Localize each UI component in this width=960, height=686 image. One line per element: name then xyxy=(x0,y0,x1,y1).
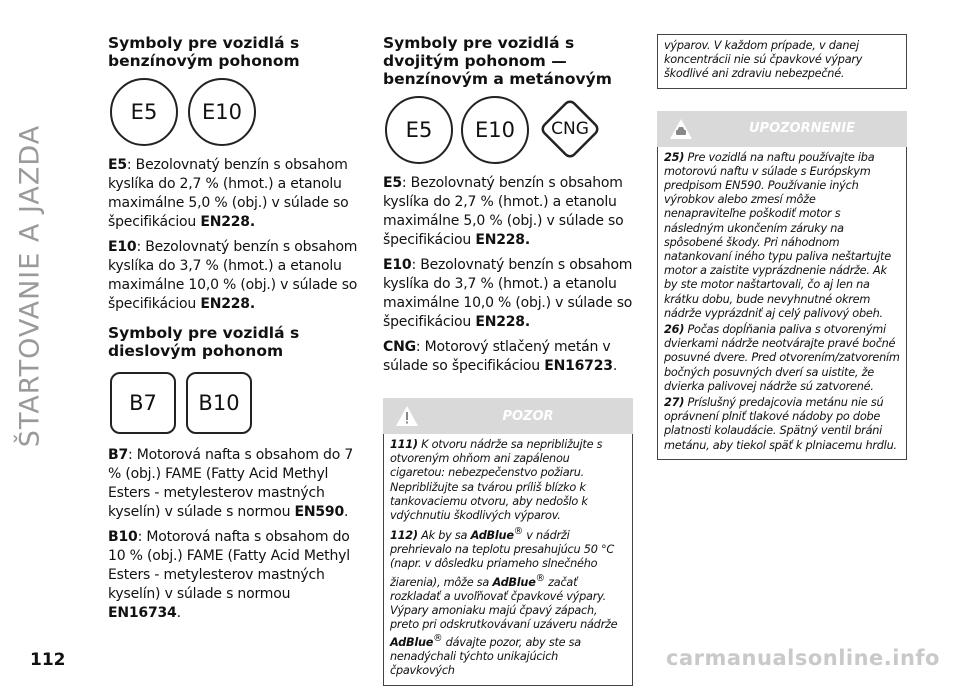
e5-description: E5: Bezolovnatý benzín s obsahom kyslíka do 2,7 % (hmot.) a etanolu maximálne 5,0 % (obj.) v súlade so špecifikáciou EN228. xyxy=(383,175,624,248)
cng-symbol-icon: CNG xyxy=(537,96,603,162)
b10-description: B10: Motorová nafta s obsahom do 10 % (obj.) FAME (Fatty Acid Methyl Esters - metylesterov mastných kyselín) v súlade s normou EN16734. xyxy=(108,529,350,621)
note-27: 27) Príslušný predajcovia metánu nie sú oprávnení plniť tlakové nádoby po dobe platnosti kolaudácie. Spätný ventil bráni metánu, aby tiekol späť k plniacemu hrdlu. xyxy=(664,396,897,452)
note-26: 26) Počas dopĺňania paliva s otvorenými dvierkami nádrže neotvárajte pravé bočné posuvné dvere. Pred otvorením/zatvorením bočných posuvných dverí sa uistite, že dvierka palivovej nádrže sú zatvorené. xyxy=(664,323,900,393)
b10-symbol-icon: B10 xyxy=(186,372,252,434)
heading-dual-fuel: Symboly pre vozidlá s dvojitým pohonom — benzínovým a metánovým xyxy=(383,34,612,88)
caution-title: UPOZORNENIE xyxy=(749,121,855,137)
note-111: 111) K otvoru nádrže sa nepribližujte s otvoreným ohňom ani zapálenou cigaretou: nebezpečenstvo požiaru. Nepribližujte sa tvárou príliš blízko k tankovaciemu otvoru, aby nedošlo k vdýchnutiu škodlivých výparov. xyxy=(390,438,603,523)
e10-description: E10: Bezolovnatý benzín s obsahom kyslíka do 3,7 % (hmot.) a etanolu maximálne 10,0 % (obj.) v súlade so špecifikáciou EN228. xyxy=(108,239,358,312)
warning-upozornenie xyxy=(657,111,907,460)
e10-description: E10: Bezolovnatý benzín s obsahom kyslíka do 3,7 % (hmot.) a etanolu maximálne 10,0 % (obj.) v súlade so špecifikáciou EN228. xyxy=(383,257,633,330)
b7-description: B7: Motorová nafta s obsahom do 7 % (obj.) FAME (Fatty Acid Methyl Esters - metylesterov mastných kyselín) v súlade s normou EN590. xyxy=(108,447,354,520)
column-2 xyxy=(383,34,633,686)
b7-symbol-icon: B7 xyxy=(110,372,176,434)
page-number: 112 xyxy=(30,650,66,670)
note-112: 112) Ak by sa AdBlue® v nádrži prehrievalo na teplotu presahujúcu 50 °C (napr. v dôsledku priameho slnečného žiarenia), môže sa AdBlue® začať rozkladať a uvoľňovať čpavkové výpary. Výpary amoniaku majú čpavý zápach, preto pri odskrutkovávaní uzáveru nádrže AdBlue® dávajte pozor, aby ste sa nenadýchali týchto unikajúcich čpavkových xyxy=(390,526,618,678)
column-1 xyxy=(108,34,358,629)
warning-pozor xyxy=(383,398,633,686)
cng-description: CNG: Motorový stlačený metán v súlade so špecifikáciou EN16723. xyxy=(383,339,618,374)
car-damage-icon xyxy=(669,118,693,140)
note-25: 25) Pre vozidlá na naftu používajte iba motorovú naftu v súlade s Európskym predpisom EN590. Používanie iných výrobkov alebo zmesí môže nenapraviteľne poškodiť motor s následným ukončením záruky na spôsobené škody. Pri náhodnom natankovaní iného typu paliva neštartujte motor a zaistite vyprázdnenie nádrže. Ak by ste motor naštartovali, čo aj len na krátku dobu, bude nevyhnutné okrem nádrže vyprázdniť aj celý palivový obeh. xyxy=(664,150,891,320)
warning-triangle-icon xyxy=(395,405,419,427)
diesel-symbols xyxy=(110,372,358,434)
caution-header xyxy=(657,111,907,147)
warning-continuation: výparov. V každom prípade, v danej koncentrácii nie sú čpavkové výpary škodlivé ani zdraviu nebezpečné. xyxy=(657,34,907,89)
warning-title: POZOR xyxy=(502,408,554,424)
petrol-symbols xyxy=(110,78,358,146)
e5-symbol-icon: E5 xyxy=(385,96,453,164)
e10-symbol-icon: E10 xyxy=(188,78,256,146)
heading-diesel: Symboly pre vozidlá s dieslovým pohonom xyxy=(108,324,300,360)
column-3 xyxy=(657,34,907,460)
e5-description: E5: Bezolovnatý benzín s obsahom kyslíka do 2,7 % (hmot.) a etanolu maximálne 5,0 % (obj.) v súlade so špecifikáciou EN228. xyxy=(108,157,349,230)
e10-symbol-icon: E10 xyxy=(461,96,529,164)
watermark: carmanualsonline.info xyxy=(666,646,940,670)
warning-header xyxy=(383,398,633,434)
heading-petrol: Symboly pre vozidlá s benzínovým pohonom xyxy=(108,34,300,70)
dual-fuel-symbols xyxy=(385,96,633,164)
caution-body xyxy=(657,147,907,460)
warning-body xyxy=(383,434,633,686)
e5-symbol-icon: E5 xyxy=(110,78,178,146)
